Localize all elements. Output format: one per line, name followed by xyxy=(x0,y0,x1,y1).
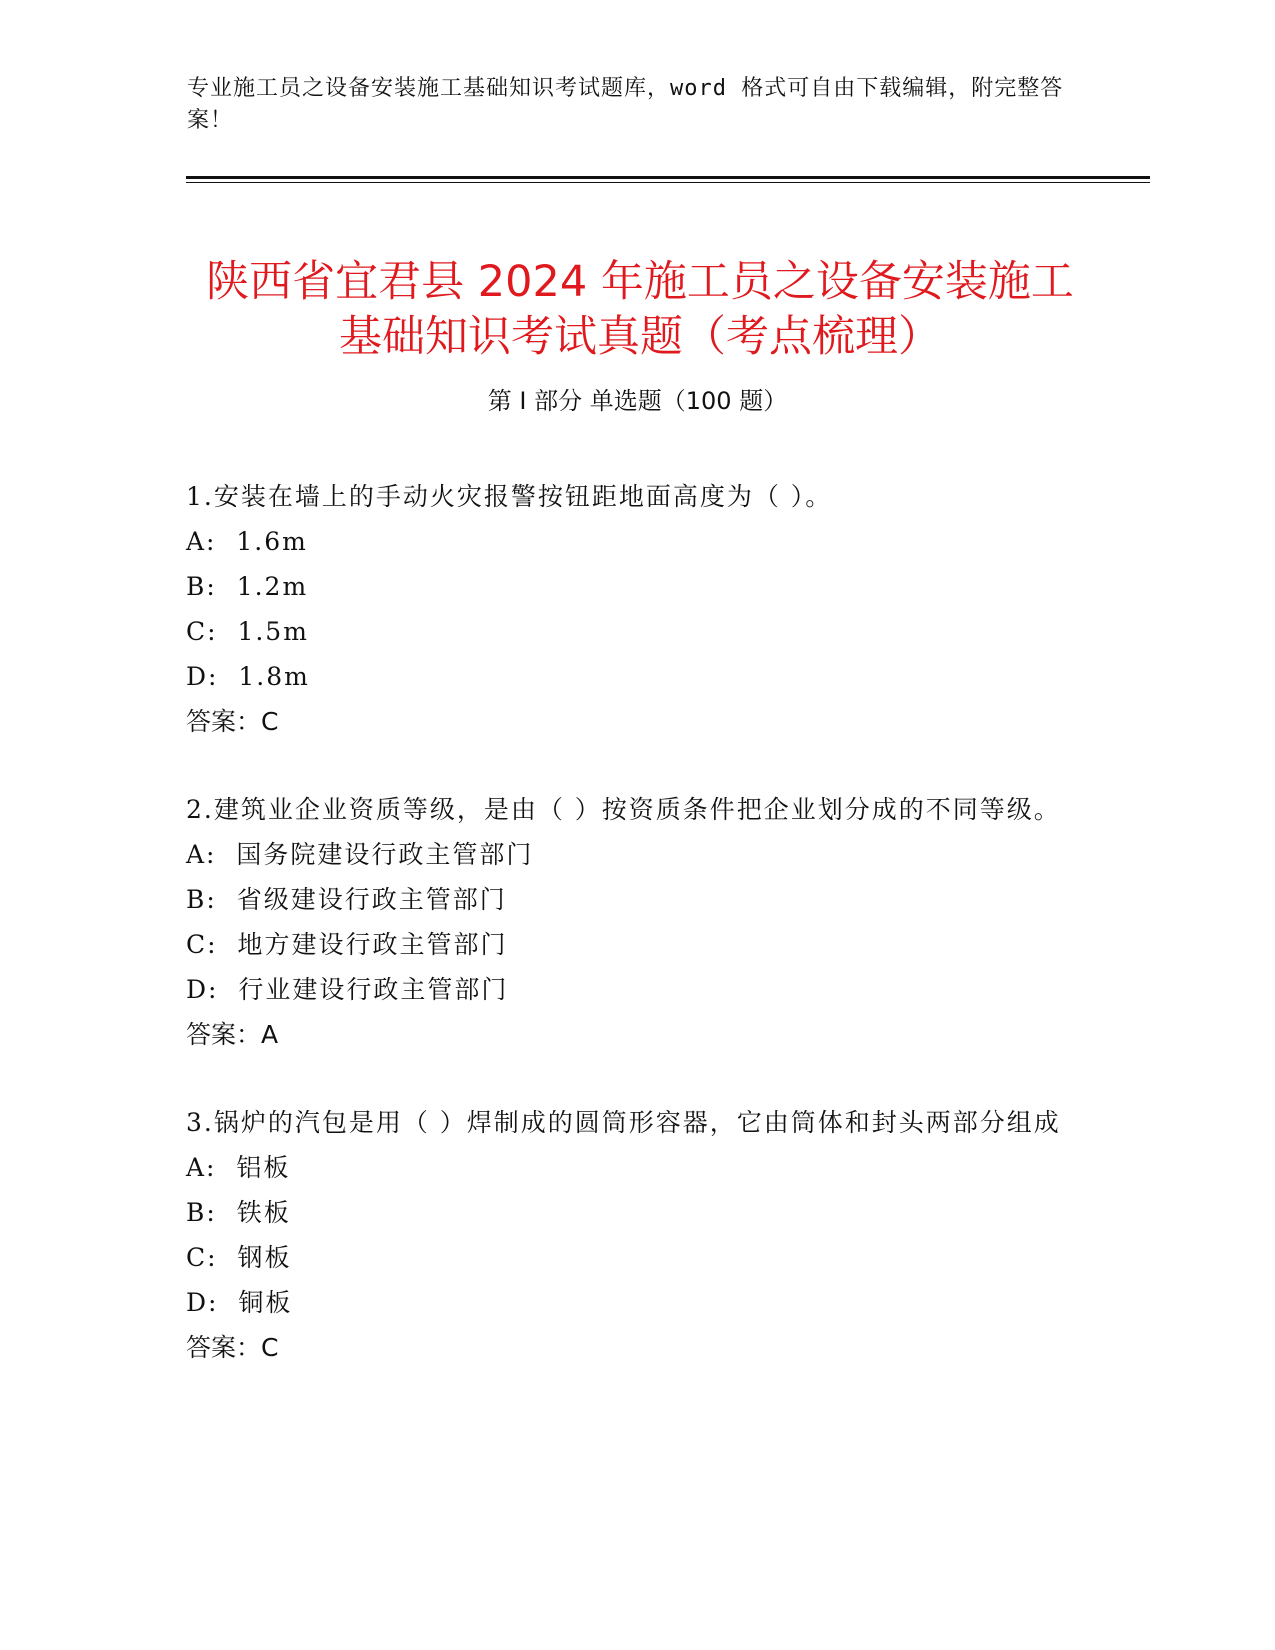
option-b: B: 1.2m xyxy=(186,572,309,601)
question-list xyxy=(186,474,1086,1413)
option-a: A: 国务院建设行政主管部门 xyxy=(186,840,534,869)
answer: 答案：C xyxy=(186,1333,279,1362)
option-a: A: 铝板 xyxy=(186,1153,291,1182)
header-divider-thick xyxy=(186,176,1150,179)
option-d: D: 铜板 xyxy=(186,1288,293,1317)
answer: 答案：C xyxy=(186,707,279,736)
question-1 xyxy=(186,474,1086,744)
option-d: D: 1.8m xyxy=(186,662,310,691)
question-3 xyxy=(186,1100,1086,1370)
option-d: D: 行业建设行政主管部门 xyxy=(186,975,509,1004)
question-stem: 1.安装在墙上的手动火灾报警按钮距地面高度为（ ）。 xyxy=(186,482,833,511)
option-c: C: 1.5m xyxy=(186,617,309,646)
option-b: B: 省级建设行政主管部门 xyxy=(186,885,507,914)
option-c: C: 钢板 xyxy=(186,1243,292,1272)
document-title-line-1: 陕西省宜君县 2024 年施工员之设备安装施工 xyxy=(206,256,1074,307)
option-c: C: 地方建设行政主管部门 xyxy=(186,930,508,959)
question-stem: 2.建筑业企业资质等级，是由（ ）按资质条件把企业划分成的不同等级。 xyxy=(186,795,1061,824)
document-title-line-2: 基础知识考试真题（考点梳理） xyxy=(339,311,941,362)
answer: 答案：A xyxy=(186,1020,279,1049)
document-title xyxy=(160,255,1120,365)
option-a: A: 1.6m xyxy=(186,527,308,556)
section-heading: 第 I 部分 单选题（100 题） xyxy=(487,387,788,415)
question-2 xyxy=(186,787,1086,1057)
header-divider-thin xyxy=(186,182,1150,183)
header-note: 专业施工员之设备安装施工基础知识考试题库，word 格式可自由下载编辑，附完整答案！ xyxy=(187,76,1064,133)
option-b: B: 铁板 xyxy=(186,1198,291,1227)
question-stem: 3.锅炉的汽包是用（ ）焊制成的圆筒形容器，它由筒体和封头两部分组成 xyxy=(186,1108,1061,1137)
